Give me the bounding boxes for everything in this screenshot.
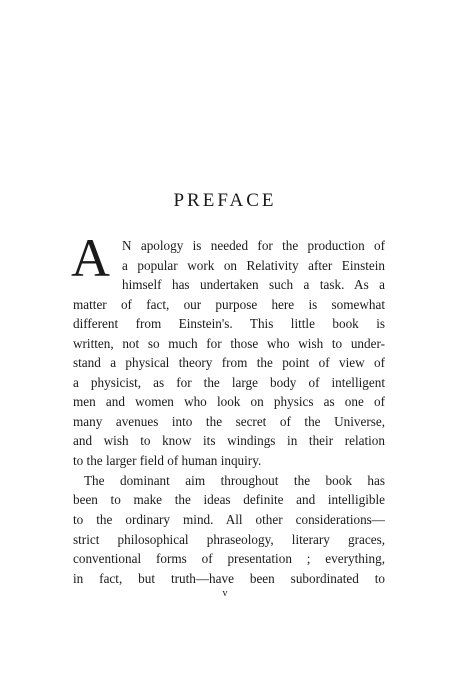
page-number: v [222, 588, 228, 599]
page-title: PREFACE [173, 190, 277, 211]
text-line: to the ordinary mind. All other considerations— [73, 512, 385, 527]
text-line: many avenues into the secret of the Universe, [73, 414, 385, 429]
text-line: N apology is needed for the production of [122, 238, 385, 253]
text-line: men and women who look on physics as one of [73, 394, 385, 409]
text-line: conventional forms of presentation ; everything, [73, 551, 385, 566]
text-line: himself has undertaken such a task. As a [122, 277, 385, 292]
text-line: strict philosophical phraseology, literary graces, [73, 532, 385, 547]
text-line: in fact, but truth—have been subordinated to [73, 571, 385, 586]
text-line: a popular work on Relativity after Einstein [122, 258, 385, 273]
text-line: matter of fact, our purpose here is somewhat [73, 297, 385, 312]
drop-cap: A [71, 228, 110, 288]
text-line: written, not so much for those who wish to under- [73, 336, 385, 351]
text-line: to the larger field of human inquiry. [73, 453, 262, 468]
text-line: different from Einstein's. This little book is [73, 316, 385, 331]
text-line: stand a physical theory from the point of view of [73, 355, 385, 370]
text-line: been to make the ideas definite and intelligible [73, 492, 385, 507]
text-line: a physicist, as for the large body of intelligent [73, 375, 385, 390]
text-line: The dominant aim throughout the book has [84, 473, 385, 488]
text-line: and wish to know its windings in their relation [73, 433, 385, 448]
